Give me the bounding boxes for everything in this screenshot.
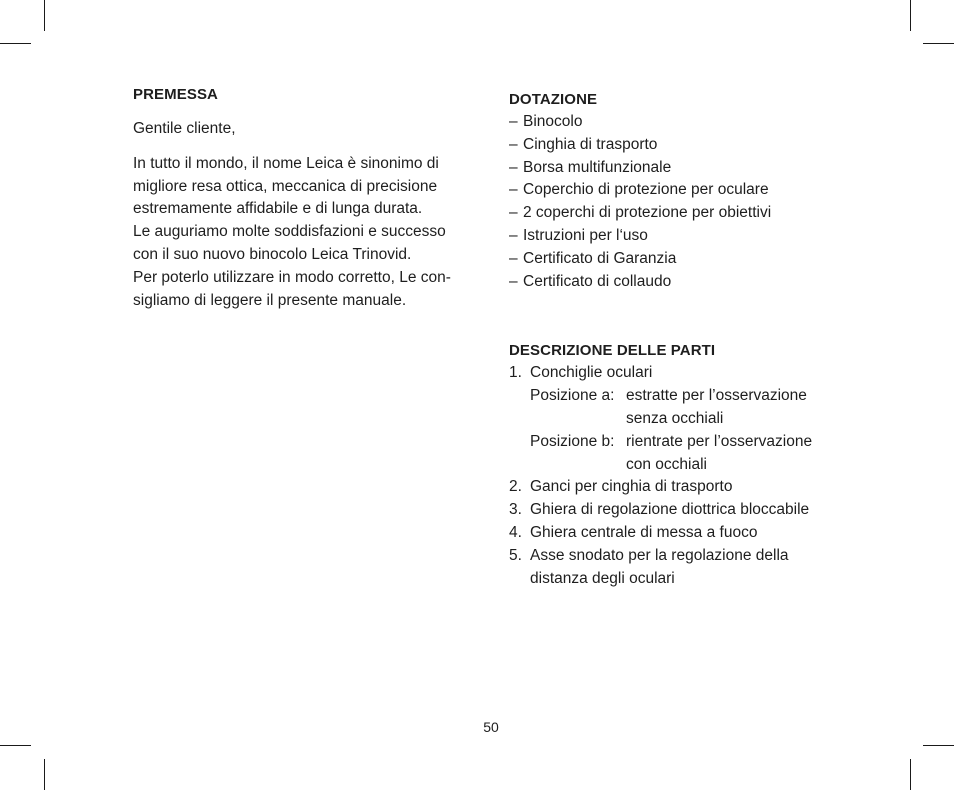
part-item [509, 522, 854, 545]
intro-line: migliore resa ottica, meccanica di precisione [133, 177, 438, 195]
dotazione-list [509, 111, 854, 293]
dash-bullet: – [509, 272, 518, 290]
page-number: 50 [483, 719, 499, 735]
list-item-text: Certificato di Garanzia [523, 249, 677, 267]
list-item-text: Cinghia di trasporto [523, 135, 658, 153]
crop-mark [923, 745, 954, 746]
crop-mark [0, 43, 31, 44]
dotazione-heading: DOTAZIONE [509, 91, 598, 108]
greeting-text: Gentile cliente, [133, 120, 236, 137]
list-item [509, 225, 854, 248]
part-number: 5. [509, 546, 522, 564]
list-item [509, 111, 854, 134]
part-item [509, 362, 854, 476]
intro-line: con il suo nuovo binocolo Leica Trinovid. [133, 245, 412, 263]
premessa-heading: PREMESSA [133, 86, 218, 103]
list-item-text: Certificato di collaudo [523, 272, 672, 290]
crop-mark [923, 43, 954, 44]
list-item-text: 2 coperchi di protezione per obiettivi [523, 204, 772, 222]
intro-line: Le auguriamo molte soddisfazioni e successo [133, 223, 446, 241]
list-item [509, 157, 854, 180]
crop-mark [910, 759, 911, 790]
part-text: Ghiera centrale di messa a fuoco [530, 523, 758, 541]
part-text: Conchiglie oculari [530, 364, 653, 382]
intro-line: Per poterlo utilizzare in modo corretto, Le con- [133, 268, 451, 286]
list-item [509, 134, 854, 157]
part-content [530, 362, 854, 476]
dash-bullet: – [509, 158, 518, 176]
dotazione-section [509, 90, 854, 293]
parts-list [509, 362, 854, 590]
part-text: Asse snodato per la regolazione della [530, 546, 789, 564]
position-row [530, 431, 854, 477]
descrizione-heading: DESCRIZIONE DELLE PARTI [509, 342, 716, 360]
intro-line: estremamente affidabile e di lunga durata. [133, 200, 423, 218]
part-content [530, 499, 854, 522]
part-content [530, 545, 854, 591]
part-text: Ganci per cinghia di trasporto [530, 478, 733, 496]
intro-line: In tutto il mondo, il nome Leica è sinonimo di [133, 154, 439, 172]
dash-bullet: – [509, 249, 518, 267]
list-item-text: Binocolo [523, 113, 583, 130]
intro-line: sigliamo di leggere il presente manuale. [133, 291, 407, 309]
dash-bullet: – [509, 135, 518, 153]
part-number: 3. [509, 501, 522, 519]
part-content [530, 476, 854, 499]
part-number: 4. [509, 523, 522, 541]
position-line: con occhiali [626, 455, 707, 473]
position-label: Posizione a: [530, 387, 615, 405]
part-number: 2. [509, 478, 522, 496]
list-item [509, 248, 854, 271]
dash-bullet: – [509, 113, 518, 130]
right-column [509, 90, 854, 590]
list-item [509, 179, 854, 202]
dash-bullet: – [509, 181, 518, 199]
list-item-text: Borsa multifunzionale [523, 158, 672, 176]
crop-mark [44, 759, 45, 790]
crop-mark [44, 0, 45, 31]
position-line: estratte per l’osservazione [626, 387, 807, 405]
dash-bullet: – [509, 204, 518, 222]
intro-paragraph [133, 153, 478, 313]
list-item [509, 271, 854, 294]
position-line: senza occhiali [626, 409, 724, 427]
part-number: 1. [509, 364, 522, 382]
list-item [509, 202, 854, 225]
part-item [509, 545, 854, 591]
list-item-text: Coperchio di protezione per oculare [523, 181, 769, 199]
position-row [530, 385, 854, 431]
crop-mark [0, 745, 31, 746]
position-label: Posizione b: [530, 432, 615, 450]
part-item [509, 476, 854, 499]
part-content [530, 522, 854, 545]
list-item-text: Istruzioni per l‘uso [523, 226, 648, 244]
crop-mark [910, 0, 911, 31]
dash-bullet: – [509, 226, 518, 244]
position-line: rientrate per l’osservazione [626, 432, 813, 450]
position-description [626, 385, 854, 431]
position-description [626, 431, 854, 477]
premessa-section [133, 85, 478, 312]
descrizione-section [509, 341, 854, 590]
part-item [509, 499, 854, 522]
part-text: Ghiera di regolazione diottrica bloccabile [530, 501, 810, 519]
part-text: distanza degli oculari [530, 569, 675, 587]
